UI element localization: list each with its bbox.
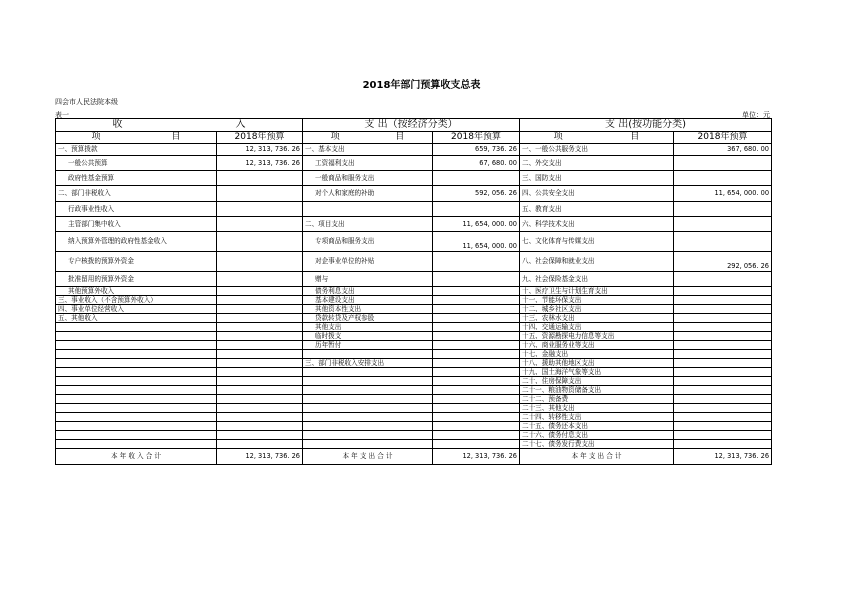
income-value bbox=[217, 202, 303, 217]
expense-func-item: 十一、节能环保支出 bbox=[520, 296, 674, 305]
expense-econ-value bbox=[433, 323, 520, 332]
expense-econ-header: 支 出（按经济分类） bbox=[303, 119, 520, 132]
expense-func-total-label: 本 年 支 出 合 计 bbox=[520, 449, 674, 465]
expense-func-value bbox=[674, 440, 772, 449]
expense-econ-value bbox=[433, 368, 520, 377]
expense-func-value bbox=[674, 404, 772, 413]
table-row bbox=[56, 252, 772, 272]
expense-func-item: 六、科学技术支出 bbox=[520, 217, 674, 232]
income-item bbox=[56, 422, 217, 431]
expense-func-value bbox=[674, 323, 772, 332]
expense-econ-value bbox=[433, 171, 520, 186]
expense-econ-value bbox=[433, 413, 520, 422]
table-row bbox=[56, 156, 772, 171]
expense-func-item: 十二、城乡社区支出 bbox=[520, 305, 674, 314]
table-row bbox=[56, 272, 772, 287]
expense-func-value bbox=[674, 431, 772, 440]
expense-func-item: 八、社会保障和就业支出 bbox=[520, 252, 674, 272]
table-row bbox=[56, 305, 772, 314]
expense-econ-item: 工资福利支出 bbox=[303, 156, 433, 171]
expense-func-value bbox=[674, 413, 772, 422]
expense-econ-value bbox=[433, 377, 520, 386]
income-value bbox=[217, 332, 303, 341]
table-row bbox=[56, 287, 772, 296]
unit-name: 四会市人民法院本级 bbox=[55, 98, 118, 106]
expense-econ-item: 贷款转贷及产权参股 bbox=[303, 314, 433, 323]
table-row bbox=[56, 232, 772, 252]
expense-econ-value bbox=[433, 252, 520, 272]
income-value bbox=[217, 413, 303, 422]
table-row bbox=[56, 323, 772, 332]
budget-header-income: 2018年预算 bbox=[217, 132, 303, 144]
expense-func-value bbox=[674, 272, 772, 287]
expense-func-item: 四、公共安全支出 bbox=[520, 186, 674, 202]
table-row bbox=[56, 332, 772, 341]
expense-func-item: 二十二、预备费 bbox=[520, 395, 674, 404]
income-header-right: 入 bbox=[235, 119, 246, 130]
income-value bbox=[217, 422, 303, 431]
expense-econ-item: 二、项目支出 bbox=[303, 217, 433, 232]
expense-func-value: 367, 680. 00 bbox=[674, 144, 772, 156]
expense-func-item: 九、社会保险基金支出 bbox=[520, 272, 674, 287]
expense-econ-value bbox=[433, 287, 520, 296]
expense-econ-value: 592, 056. 26 bbox=[433, 186, 520, 202]
income-item: 批准留用的预算外资金 bbox=[56, 272, 217, 287]
expense-func-item: 十六、商业服务业等支出 bbox=[520, 341, 674, 350]
table-row bbox=[56, 440, 772, 449]
expense-econ-item bbox=[303, 202, 433, 217]
expense-func-item: 二十三、其他支出 bbox=[520, 404, 674, 413]
income-value bbox=[217, 252, 303, 272]
income-item bbox=[56, 350, 217, 359]
expense-func-value: 11, 654, 000. 00 bbox=[674, 186, 772, 202]
expense-func-item: 一、一般公共服务支出 bbox=[520, 144, 674, 156]
item-header-econ bbox=[303, 132, 433, 144]
expense-econ-value bbox=[433, 404, 520, 413]
expense-func-value bbox=[674, 341, 772, 350]
income-value bbox=[217, 359, 303, 368]
income-value: 12, 313, 736. 26 bbox=[217, 144, 303, 156]
expense-econ-item: 其他支出 bbox=[303, 323, 433, 332]
income-item: 行政事业性收入 bbox=[56, 202, 217, 217]
expense-func-header: 支 出(按功能分类) bbox=[520, 119, 772, 132]
income-item: 三、事业收入（不含预算外收入） bbox=[56, 296, 217, 305]
header-row-1 bbox=[56, 119, 772, 132]
expense-func-item: 二十四、转移性支出 bbox=[520, 413, 674, 422]
item-header-left: 项 bbox=[91, 132, 101, 142]
income-item bbox=[56, 440, 217, 449]
expense-func-item: 五、教育支出 bbox=[520, 202, 674, 217]
income-item: 专户核拨的预算外资金 bbox=[56, 252, 217, 272]
table-row bbox=[56, 186, 772, 202]
income-item bbox=[56, 368, 217, 377]
expense-econ-item: 临时拨支 bbox=[303, 332, 433, 341]
income-item bbox=[56, 377, 217, 386]
expense-econ-value: 659, 736. 26 bbox=[433, 144, 520, 156]
expense-econ-value bbox=[433, 332, 520, 341]
expense-func-value bbox=[674, 202, 772, 217]
expense-econ-item: 历年暂付 bbox=[303, 341, 433, 350]
expense-econ-value bbox=[433, 272, 520, 287]
expense-func-value bbox=[674, 217, 772, 232]
income-header-left: 收 bbox=[112, 119, 123, 130]
expense-econ-value bbox=[433, 202, 520, 217]
expense-econ-value: 11, 654, 000. 00 bbox=[433, 217, 520, 232]
income-value bbox=[217, 305, 303, 314]
expense-func-value bbox=[674, 232, 772, 252]
table-row bbox=[56, 314, 772, 323]
item-header-right: 目 bbox=[395, 132, 405, 142]
table-number: 表一 bbox=[55, 111, 69, 119]
income-item: 二、部门非税收入 bbox=[56, 186, 217, 202]
income-value bbox=[217, 386, 303, 395]
expense-func-item: 十四、交通运输支出 bbox=[520, 323, 674, 332]
expense-econ-item: 一般商品和服务支出 bbox=[303, 171, 433, 186]
income-value bbox=[217, 395, 303, 404]
expense-func-item: 十三、农林水支出 bbox=[520, 314, 674, 323]
expense-econ-value bbox=[433, 386, 520, 395]
expense-func-value bbox=[674, 422, 772, 431]
expense-econ-item bbox=[303, 368, 433, 377]
expense-func-item: 十五、资源勘探电力信息等支出 bbox=[520, 332, 674, 341]
expense-econ-item bbox=[303, 440, 433, 449]
income-value bbox=[217, 296, 303, 305]
expense-econ-total-value: 12, 313, 736. 26 bbox=[433, 449, 520, 465]
item-header-income bbox=[56, 132, 217, 144]
income-item bbox=[56, 332, 217, 341]
income-item bbox=[56, 323, 217, 332]
income-item bbox=[56, 359, 217, 368]
expense-func-value bbox=[674, 287, 772, 296]
expense-func-item: 十七、金融支出 bbox=[520, 350, 674, 359]
income-value bbox=[217, 368, 303, 377]
income-item: 四、事业单位经营收入 bbox=[56, 305, 217, 314]
income-item bbox=[56, 431, 217, 440]
expense-func-value bbox=[674, 386, 772, 395]
item-header-right: 目 bbox=[171, 132, 181, 142]
table-row bbox=[56, 395, 772, 404]
expense-func-value bbox=[674, 359, 772, 368]
expense-econ-item bbox=[303, 404, 433, 413]
expense-func-item: 二、外交支出 bbox=[520, 156, 674, 171]
expense-func-value bbox=[674, 395, 772, 404]
expense-econ-item bbox=[303, 350, 433, 359]
expense-econ-item: 对企事业单位的补贴 bbox=[303, 252, 433, 272]
expense-func-value bbox=[674, 332, 772, 341]
total-row bbox=[56, 449, 772, 465]
table-row bbox=[56, 377, 772, 386]
income-value bbox=[217, 440, 303, 449]
expense-econ-item: 基本建设支出 bbox=[303, 296, 433, 305]
expense-func-item: 二十、住房保障支出 bbox=[520, 377, 674, 386]
table-row bbox=[56, 359, 772, 368]
income-value bbox=[217, 377, 303, 386]
expense-func-value bbox=[674, 368, 772, 377]
table-row bbox=[56, 202, 772, 217]
income-item: 主管部门集中收入 bbox=[56, 217, 217, 232]
table-row bbox=[56, 217, 772, 232]
expense-func-value bbox=[674, 314, 772, 323]
expense-func-value bbox=[674, 350, 772, 359]
budget-header-func: 2018年预算 bbox=[674, 132, 772, 144]
expense-func-value bbox=[674, 305, 772, 314]
expense-econ-item: 其他资本性支出 bbox=[303, 305, 433, 314]
income-value bbox=[217, 186, 303, 202]
expense-func-value bbox=[674, 296, 772, 305]
income-value bbox=[217, 323, 303, 332]
header-row-2 bbox=[56, 132, 772, 144]
table-row bbox=[56, 404, 772, 413]
expense-econ-item bbox=[303, 413, 433, 422]
expense-func-value: 292, 056. 26 bbox=[674, 252, 772, 272]
income-item: 一、预算拨款 bbox=[56, 144, 217, 156]
item-header-right: 目 bbox=[630, 132, 640, 142]
income-value bbox=[217, 217, 303, 232]
expense-func-value bbox=[674, 171, 772, 186]
expense-func-value bbox=[674, 377, 772, 386]
expense-econ-value bbox=[433, 359, 520, 368]
income-value bbox=[217, 171, 303, 186]
table-row bbox=[56, 386, 772, 395]
income-value bbox=[217, 404, 303, 413]
expense-econ-value bbox=[433, 296, 520, 305]
unit-label: 单位：元 bbox=[742, 111, 770, 119]
income-value bbox=[217, 314, 303, 323]
expense-econ-value bbox=[433, 314, 520, 323]
budget-table bbox=[55, 118, 772, 465]
expense-econ-total-label: 本 年 支 出 合 计 bbox=[303, 449, 433, 465]
expense-econ-item: 三、部门非税收入安排支出 bbox=[303, 359, 433, 368]
expense-econ-value bbox=[433, 350, 520, 359]
expense-econ-item bbox=[303, 386, 433, 395]
income-item: 其他预算外收入 bbox=[56, 287, 217, 296]
expense-func-item: 二十六、债务付息支出 bbox=[520, 431, 674, 440]
expense-econ-value bbox=[433, 395, 520, 404]
income-header bbox=[56, 119, 303, 132]
expense-econ-value bbox=[433, 422, 520, 431]
budget-header-econ: 2018年预算 bbox=[433, 132, 520, 144]
income-item bbox=[56, 341, 217, 350]
item-header-left: 项 bbox=[553, 132, 563, 142]
table-row bbox=[56, 431, 772, 440]
table-row bbox=[56, 144, 772, 156]
income-value bbox=[217, 272, 303, 287]
table-row bbox=[56, 422, 772, 431]
income-value bbox=[217, 431, 303, 440]
table-row bbox=[56, 368, 772, 377]
income-value bbox=[217, 232, 303, 252]
expense-econ-item: 对个人和家庭的补助 bbox=[303, 186, 433, 202]
budget-table-body bbox=[56, 119, 772, 465]
income-item: 政府性基金预算 bbox=[56, 171, 217, 186]
income-value bbox=[217, 287, 303, 296]
expense-econ-item bbox=[303, 395, 433, 404]
expense-econ-item bbox=[303, 422, 433, 431]
item-header-func bbox=[520, 132, 674, 144]
table-row bbox=[56, 413, 772, 422]
expense-func-item: 十、医疗卫生与计划生育支出 bbox=[520, 287, 674, 296]
table-row bbox=[56, 171, 772, 186]
expense-func-total-value: 12, 313, 736. 26 bbox=[674, 449, 772, 465]
income-item: 五、其他收入 bbox=[56, 314, 217, 323]
table-row bbox=[56, 341, 772, 350]
expense-func-item: 十八、援助其他地区支出 bbox=[520, 359, 674, 368]
expense-econ-item: 赠与 bbox=[303, 272, 433, 287]
income-total-value: 12, 313, 736. 26 bbox=[217, 449, 303, 465]
income-item: 纳入预算外管理的政府性基金收入 bbox=[56, 232, 217, 252]
expense-econ-item: 一、基本支出 bbox=[303, 144, 433, 156]
expense-econ-item bbox=[303, 377, 433, 386]
expense-func-item: 二十五、债务还本支出 bbox=[520, 422, 674, 431]
expense-func-item: 二十七、债务发行费支出 bbox=[520, 440, 674, 449]
expense-func-value bbox=[674, 156, 772, 171]
expense-func-item: 三、国防支出 bbox=[520, 171, 674, 186]
item-header-left: 项 bbox=[330, 132, 340, 142]
expense-econ-value bbox=[433, 440, 520, 449]
expense-econ-item: 债务利息支出 bbox=[303, 287, 433, 296]
page-title: 2018年部门预算收支总表 bbox=[362, 80, 481, 91]
income-total-label: 本 年 收 入 合 计 bbox=[56, 449, 217, 465]
expense-econ-value bbox=[433, 431, 520, 440]
table-row bbox=[56, 350, 772, 359]
income-item bbox=[56, 404, 217, 413]
income-value bbox=[217, 350, 303, 359]
income-value bbox=[217, 341, 303, 350]
income-item bbox=[56, 386, 217, 395]
expense-func-item: 七、文化体育与传媒支出 bbox=[520, 232, 674, 252]
income-item: 一般公共预算 bbox=[56, 156, 217, 171]
expense-econ-item: 专项商品和服务支出 bbox=[303, 232, 433, 252]
expense-econ-value bbox=[433, 341, 520, 350]
income-value: 12, 313, 736. 26 bbox=[217, 156, 303, 171]
expense-func-item: 十九、国土海洋气象等支出 bbox=[520, 368, 674, 377]
expense-econ-value: 11, 654, 000. 00 bbox=[433, 232, 520, 252]
expense-func-item: 二十一、粮油物资储备支出 bbox=[520, 386, 674, 395]
table-row bbox=[56, 296, 772, 305]
expense-econ-value bbox=[433, 305, 520, 314]
income-item bbox=[56, 413, 217, 422]
expense-econ-value: 67, 680. 00 bbox=[433, 156, 520, 171]
income-item bbox=[56, 395, 217, 404]
expense-econ-item bbox=[303, 431, 433, 440]
